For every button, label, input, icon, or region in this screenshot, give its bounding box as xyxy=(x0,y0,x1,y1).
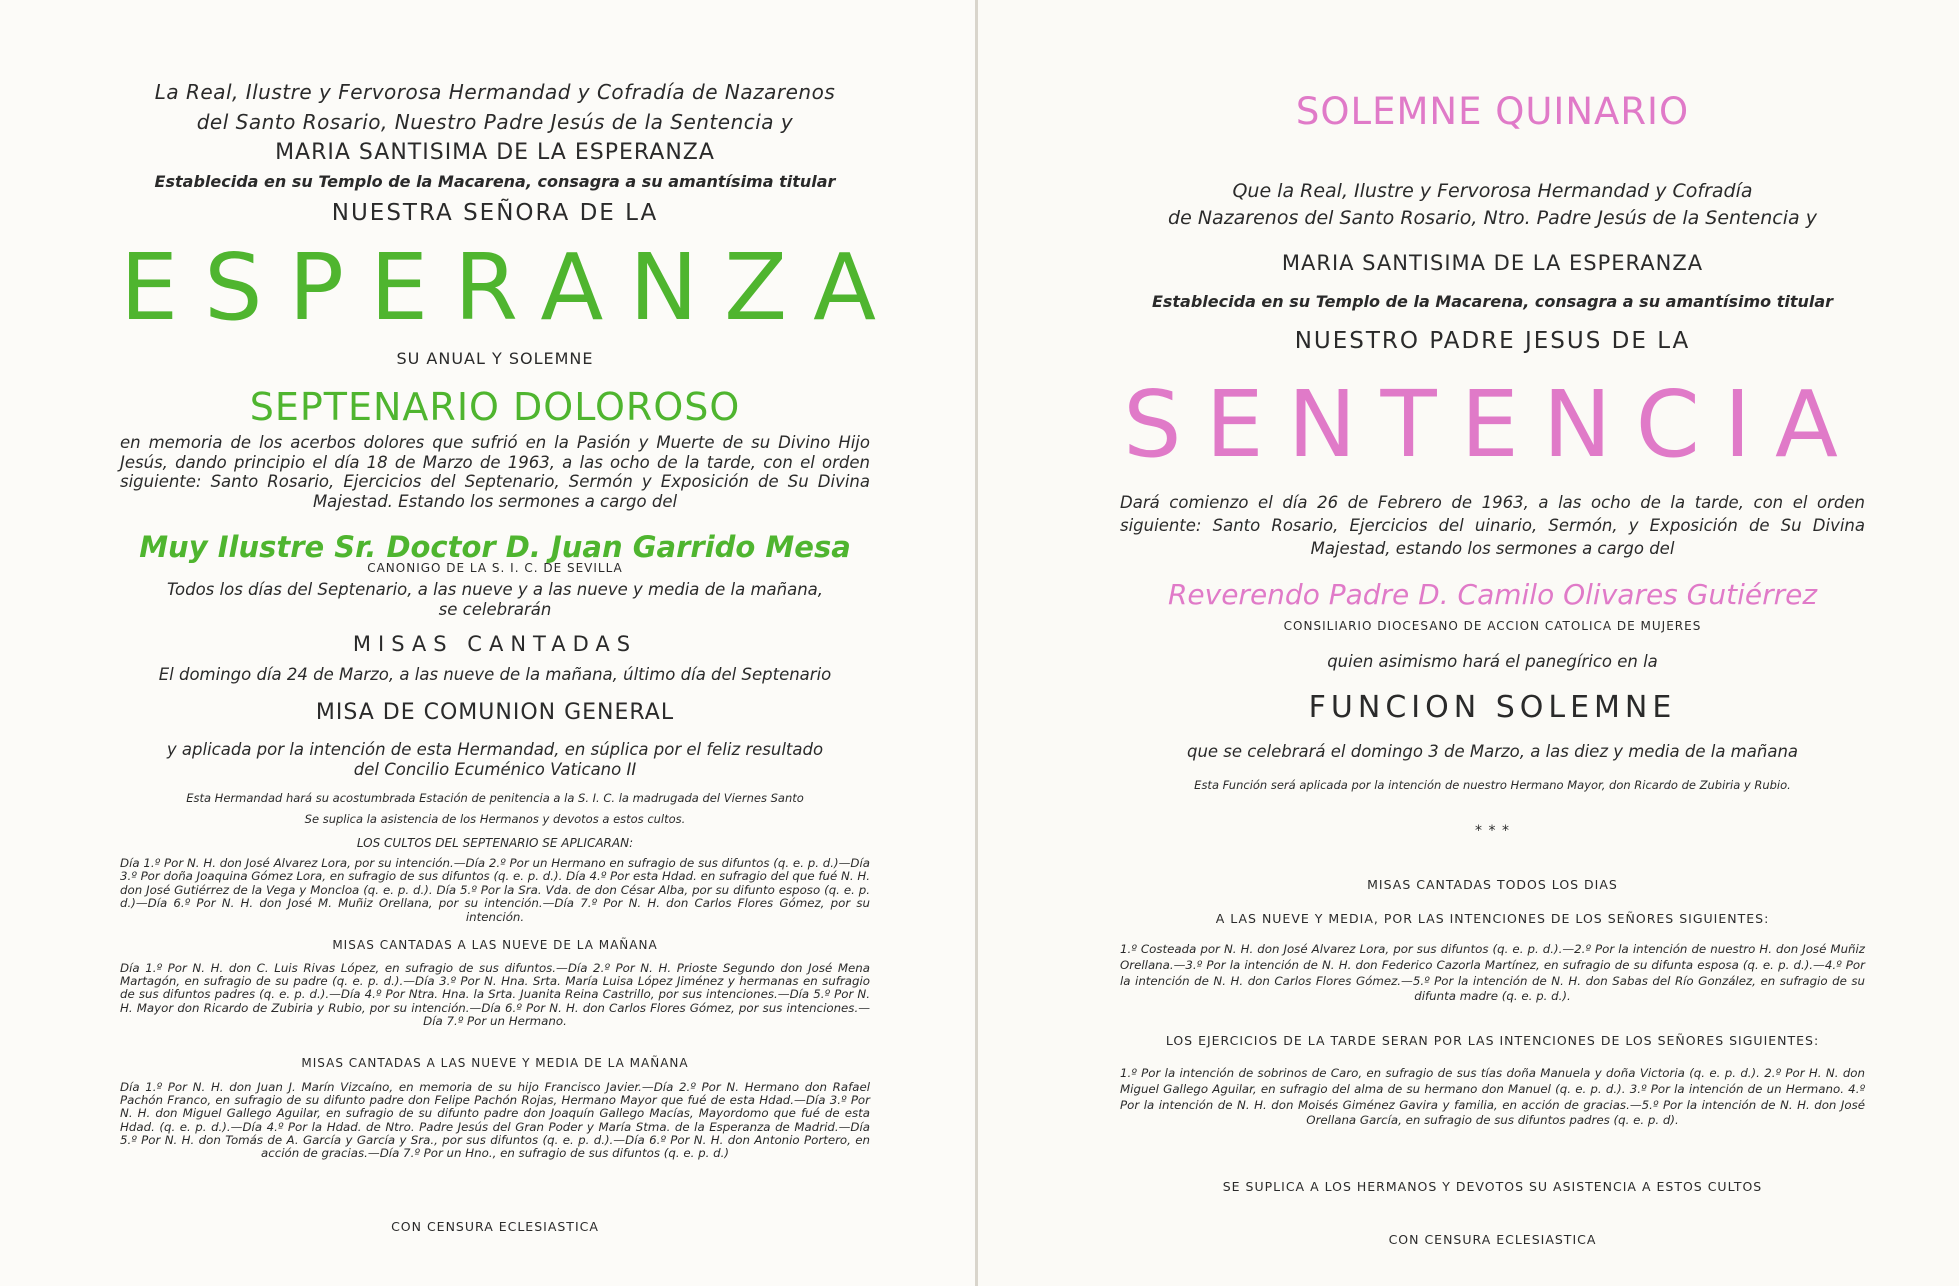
right-suplica-line: SE SUPLICA A LOS HERMANOS Y DEVOTOS SU ASISTENCIA A ESTOS CULTOS xyxy=(1222,1179,1763,1194)
left-aplicada-line-2: del Concilio Ecuménico Vaticano II xyxy=(353,760,637,779)
left-estacion-line-2: Se suplica la asistencia de los Hermanos y devotos a estos cultos. xyxy=(304,812,686,826)
right-aplicada-line: Esta Función será aplicada por la intención de nuestro Hermano Mayor, don Ricardo de Zubiria y Rubio. xyxy=(1194,778,1791,792)
left-aplicada-line-1: y aplicada por la intención de esta Hermandad, en súplica por el feliz resultado xyxy=(166,740,824,759)
left-estacion-line-1: Esta Hermandad hará su acostumbrada Estación de penitencia a la S. I. C. la madrugada del Viernes Santo xyxy=(186,791,804,805)
right-ejercicios-heading: LOS EJERCICIOS DE LA TARDE SERAN POR LAS INTENCIONES DE LOS SEÑORES SIGUIENTES: xyxy=(1165,1033,1820,1048)
left-intro-line-1: La Real, Ilustre y Fervorosa Hermandad y Cofradía de Nazarenos xyxy=(154,80,836,104)
left-todos-line-1: Todos los días del Septenario, a las nueve y a las nueve y media de la mañana, xyxy=(166,580,824,599)
right-maria-heading: MARIA SANTISIMA DE LA ESPERANZA xyxy=(1281,251,1704,275)
right-preacher-name: Reverendo Padre D. Camilo Olivares Gutiérrez xyxy=(1167,578,1818,611)
left-memoria-paragraph: en memoria de los acerbos dolores que sufrió en la Pasión y Muerte de su Divino Hijo Jesús, dando principio el día 18 de Marzo de 1963, a las ocho de la tarde, con el orden siguiente: Santo Rosario, Ejercicios del Septenario, Sermón y Exposición de Su Divina Majestad. Estando los sermones a cargo del xyxy=(120,433,870,511)
right-censura: CON CENSURA ECLESIASTICA xyxy=(1388,1232,1597,1247)
left-canon-title: CANONIGO DE LA S. I. C. DE SEVILLA xyxy=(367,561,623,575)
right-misas-heading-1: MISAS CANTADAS TODOS LOS DIAS xyxy=(1367,877,1618,892)
quinario-title: SOLEMNE QUINARIO xyxy=(1295,90,1690,133)
left-misas-heading: MISAS CANTADAS xyxy=(352,632,638,656)
right-established-line: Establecida en su Templo de la Macarena, consagra a su amantísimo titular xyxy=(1151,292,1834,311)
left-nueve-heading: MISAS CANTADAS A LAS NUEVE DE LA MAÑANA xyxy=(332,938,658,952)
right-misas-heading-2: A LAS NUEVE Y MEDIA, POR LAS INTENCIONES DE LOS SEÑORES SIGUIENTES: xyxy=(1215,911,1770,926)
left-censura: CON CENSURA ECLESIASTICA xyxy=(391,1219,599,1234)
left-cultos-paragraph: Día 1.º Por N. H. don José Alvarez Lora, por su intención.—Día 2.º Por un Hermano en sufragio de sus difuntos (q. e. p. d.)—Día 3.º Por doña Joaquina Gómez Lora, en sufragio de sus difuntos (q. e. p. d.). Día 4.º Por esta Hdad. en sufragio del que fué N. H. don José Gutiérrez de la Vega y Moncloa (q. e. p. d.). Día 5.º Por la Sra. Vda. de don César Alba, por su difunto esposo (q. e. p. d.)—Día 6.º Por N. H. don José M. Muñiz Orellana, por su intención.—Día 7.º Por N. H. don Carlos Flores Gómez, por su intención. xyxy=(120,856,870,924)
right-dara-paragraph: Dará comienzo el día 26 de Febrero de 1963, a las ocho de la tarde, con el orden siguiente: Santo Rosario, Ejercicios del uinario, Sermón, y Exposición de Su Divina Majestad, estando los sermones a cargo del xyxy=(1120,493,1865,558)
left-nuestra-heading: NUESTRA SEÑORA DE LA xyxy=(331,200,659,226)
left-todos-line-2: se celebrarán xyxy=(438,600,552,619)
right-ejercicios-paragraph: 1.º Por la intención de sobrinos de Caro, en sufragio de sus tías doña Manuela y doña Victoria (q. e. p. d.). 2.º Por H. N. don Miguel Gallego Aguilar, en sufragio del alma de su hermano don Manuel (q. e. p. d.). 3.º Por la intención de un Hermano. 4.º Por la intención de N. H. don Moisés Giménez Gavira y familia, en acción de gracias.—5.º Por la intención de N. H. don José Orellana García, en sufragio de sus difuntos padres (q. e. p. d). xyxy=(1120,1066,1865,1128)
left-domingo-line: El domingo día 24 de Marzo, a las nueve de la mañana, último día del Septenario xyxy=(158,665,832,684)
left-cultos-heading: LOS CULTOS DEL SEPTENARIO SE APLICARAN: xyxy=(356,836,634,850)
right-intro-line-2: de Nazarenos del Santo Rosario, Ntro. Padre Jesús de la Sentencia y xyxy=(1168,207,1817,229)
right-nuestro-heading: NUESTRO PADRE JESUS DE LA xyxy=(1294,328,1691,354)
esperanza-title: ESPERANZA xyxy=(120,234,903,341)
right-quien-line: quien asimismo hará el panegírico en la xyxy=(1327,652,1658,671)
right-consiliario-title: CONSILIARIO DIOCESANO DE ACCION CATOLICA DE MUJERES xyxy=(1283,619,1702,633)
left-media-heading: MISAS CANTADAS A LAS NUEVE Y MEDIA DE LA MAÑANA xyxy=(301,1056,689,1070)
left-preacher-name: Muy Ilustre Sr. Doctor D. Juan Garrido Mesa xyxy=(139,530,851,564)
left-anual-line: SU ANUAL Y SOLEMNE xyxy=(396,349,594,368)
right-intro-line-1: Que la Real, Ilustre y Fervorosa Hermandad y Cofradía xyxy=(1232,180,1753,202)
left-media-paragraph: Día 1.º Por N. H. don Juan J. Marín Vizcaíno, en memoria de su hijo Francisco Javier.—Día 2.º Por N. Hermano don Rafael Pachón Franco, en sufragio de su difunto padre don Felipe Pachón Rojas, Hermano Mayor que fué de esta Hdad.—Día 3.º Por N. H. don Miguel Gallego Aguilar, en sufragio de su difunto padre don Joaquín Gallego Macías, Mayordomo que fué de esta Hdad. (q. e. p. d.).—Día 4.º Por la Hdad. de Ntro. Padre Jesús del Gran Poder y María Stma. de la Esperanza de Madrid.—Día 5.º Por N. H. don Tomás de A. García y García y Sra., por sus difuntos (q. e. p. d.).—Día 6.º Por N. H. don Antonio Portero, en acción de gracias.—Día 7.º Por un Hno., en sufragio de sus difuntos (q. e. p. d.) xyxy=(120,1080,870,1161)
left-nueve-paragraph: Día 1.º Por N. H. don C. Luis Rivas López, en sufragio de sus difuntos.—Día 2.º Por N. H. Prioste Segundo don José Mena Martagón, en sufragio de su padre (q. e. p. d.).—Día 3.º Por N. Hna. Srta. María Luisa López Jiménez y hermanas en sufragio de sus difuntos padres (q. e. p. d.).—Día 4.º Por Ntra. Hna. la Srta. Juanita Reina Castrillo, por sus intenciones.—Día 5.º Por N. H. Mayor don Ricardo de Zubiria y Rubio, por su intención.—Día 6.º Por N. H. don Carlos Flores Gómez, por sus intenciones.—Día 7.º Por un Hermano. xyxy=(120,961,870,1028)
septenario-heading: SEPTENARIO DOLOROSO xyxy=(249,385,741,429)
sentencia-title: SENTENCIA xyxy=(1123,371,1862,478)
right-stars-divider: * * * xyxy=(1475,823,1510,839)
left-established-line: Establecida en su Templo de la Macarena, consagra a su amantísima titular xyxy=(154,172,836,191)
left-maria-heading: MARIA SANTISIMA DE LA ESPERANZA xyxy=(275,140,715,165)
left-comunion-heading: MISA DE COMUNION GENERAL xyxy=(315,700,675,725)
left-intro-line-2: del Santo Rosario, Nuestro Padre Jesús de la Sentencia y xyxy=(196,110,794,134)
right-misas-paragraph: 1.º Costeada por N. H. don José Alvarez Lora, por sus difuntos (q. e. p. d.).—2.º Por la intención de nuestro H. don José Muñiz Orellana.—3.º Por la intención de N. H. don Federico Cazorla Martínez, en sufragio de su difunta esposa (q. e. p. d.).—4.º Por la intención de N. H. don Carlos Flores Gómez.—5.º Por la intención de N. H. don Sabas del Río González, en sufragio de su difunta madre (q. e. p. d.). xyxy=(1120,942,1865,1004)
funcion-heading: FUNCION SOLEMNE xyxy=(1308,690,1677,725)
right-celebrara-line: que se celebrará el domingo 3 de Marzo, a las diez y media de la mañana xyxy=(1186,742,1799,761)
